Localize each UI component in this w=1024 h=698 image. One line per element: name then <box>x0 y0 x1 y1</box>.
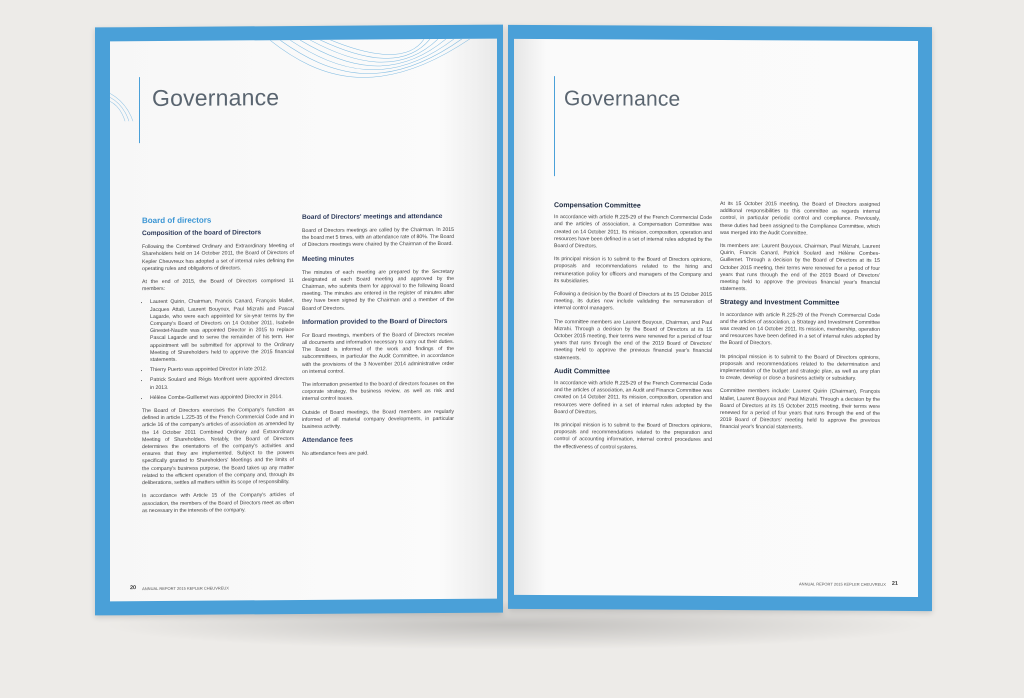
paragraph: No attendance fees are paid. <box>302 450 369 458</box>
footer-text: ANNUAL REPORT 2015 KEPLER CHEUVREUX <box>799 580 886 587</box>
list-item: • Thierry Puerto was appointed Director in late 2012. <box>150 366 294 374</box>
paragraph: At the end of 2015, the Board of Directors comprised 11 members: <box>142 278 294 293</box>
page-number: 20 <box>130 585 137 592</box>
subsection-heading: Information provided to the Board of Directors <box>302 317 448 326</box>
members-list <box>142 298 294 402</box>
left-title-rule <box>139 77 140 143</box>
paragraph: Following a decision by the Board of Directors at its 15 October 2015 meeting, its duties now include validating the remuneration of internal control managers. <box>554 291 713 312</box>
paragraph: The Board of Directors exercises the Company's function as defined in article L.225-35 of the French Commercial Code and in article 16 of the company's articles of association as amended by the 14 October 2011 Combined Ordinary and Extraordinary Meeting of Shareholders. Notably, the Board of Directors determines the orientations of the company's activities and ensures that they are implemented. Subject to the powers specifically granted to Shareholders' Meetings and the limits of the company's business purpose, the Board takes up any matter related to the efficient operation of the company and, through its deliberations, settles all matters within its scope of responsibility. <box>142 407 294 487</box>
section-heading: Board of directors <box>142 215 212 226</box>
footer-text: ANNUAL REPORT 2015 KEPLER CHEUVREUX <box>142 584 229 591</box>
right-column-2 <box>720 201 880 439</box>
subsection-heading: Attendance fees <box>302 436 353 445</box>
page-title: Governance <box>152 84 280 112</box>
right-page <box>508 25 932 611</box>
page-number: 21 <box>891 580 898 587</box>
page-title: Governance <box>564 87 681 111</box>
right-column-1 <box>554 202 712 458</box>
paragraph: Outside of Board meetings, the Board members are regularly informed of all material company developments, in particular business activity. <box>302 408 454 431</box>
paragraph: For Board meetings, members of the Board of Directors receive all documents and information necessary to carry out their duties. The Board is informed of the work and findings of the subcommittees, in particular the Audit Committee, in accordance with the provisions of the 3 November 2014 administrative order on internal control. <box>302 331 454 375</box>
paragraph: Its principal mission is to submit to the Board of Directors opinions, proposals and recommendations related to the preparation and control of accounting information, internal control procedures and the effectiveness of control systems. <box>554 422 712 451</box>
left-page <box>95 25 503 616</box>
left-footer <box>130 584 229 591</box>
right-footer <box>799 580 898 587</box>
paragraph: In accordance with article R.225-29 of the French Commercial Code and the articles of association, a Strategy and Investment Committee was created on 14 October 2011. Its mission, membership, operation and resources have been defined in a set of internal rules adopted by the Board of Directors. <box>720 311 880 347</box>
subsection-heading: Compensation Committee <box>554 202 641 210</box>
subsection-heading: Audit Committee <box>554 367 610 376</box>
sub-heading: Composition of the board of Directors <box>142 229 262 238</box>
paragraph: In accordance with article R.225-29 of the French Commercial Code and the articles of association, an Audit and Finance Committee was created on 14 October 2011. Its mission, composition, operation and resources were defined in a set of internal rules adopted by the Board of Directors. <box>554 380 712 416</box>
list-item: • Patrick Soulard and Régis Monfront were appointed directors in 2013. <box>150 376 294 391</box>
subsection-heading: Meeting minutes <box>302 255 355 263</box>
paragraph: Following the Combined Ordinary and Extraordinary Meeting of Shareholders held on 14 October 2011, the Board of Directors of Kepler Cheuvreux has adopted a set of internal rules defining the operating rules and obligations of directors. <box>142 243 294 272</box>
right-title-rule <box>554 76 555 176</box>
subsection-heading: Board of Directors' meetings and attendance <box>302 212 443 221</box>
paragraph: The information presented to the board of directors focuses on the corporate strategy, the business review, as well as risk and internal control issues. <box>302 380 454 403</box>
paragraph: The committee members are Laurent Bouyoux, Chairman, and Paul Mizrahi. Through a decision by the Board of Directors at its 15 October 2015 meeting, their terms were renewed for a period of four years that runs through the end of the 2019 Board of Directors' meeting held to approve the previous financial year's financial statements. <box>554 318 712 361</box>
paragraph: Its principal mission is to submit to the Board of Directors opinions, proposals and recommendations related to the determination and implementation of the budget and strategic plan, as well as any plan to create, develop or close a business activity or subsidiary. <box>720 353 880 382</box>
list-item: • Hélène Combe-Guillemet was appointed Director in 2014. <box>150 394 294 402</box>
paragraph: At its 15 October 2015 meeting, the Board of Directors assigned additional responsibilities to this committee as regards internal control, in particular periodic control and compliance. Previously, these duties had been assigned to the Compliance Committee, which was merged into the Audit Committee. <box>720 201 880 237</box>
paragraph: Committee members include: Laurent Quirin (Chairman), François Mallet, Laurent Bouyoux and Paul Mizrahi. Through a decision by the Board of Directors at its 15 October 2015 meeting, their terms were renewed for a period of four years that runs through the end of the 2019 Board of Directors' meeting held to approve the previous financial year's financial statements. <box>720 388 880 431</box>
right-page-sheet <box>514 39 918 597</box>
left-column-1 <box>142 216 294 521</box>
paragraph: Its members are: Laurent Bouyoux, Chairman, Paul Mizrahi, Laurent Quirin, Francis Canard, Patrick Soulard and Hélène Combes-Guillemet. Through a decision by the Board of Directors at its 15 October 2015 meeting, their terms were renewed for a period of four years that runs through the end of the 2019 Board of Directors' meeting held to approve the previous financial year's financial statements. <box>720 243 880 293</box>
list-item: • Laurent Quirin, Chairman, Francis Canard, François Mallet, Jacques Attali, Laurent Bouyoux, Paul Mizrahi and Pascal Lagarde, who were each appointed for six-year terms by the Company's Board of Directors on 14 October 2011, Isabelle Ginestet-Naudin was appointed Director in 2015 to replace Pascal Lagarde and to serve the remainder of his term. Her appointment will be submitted for approval to the Ordinary Meeting of Shareholders held to approve the 2015 financial statements. <box>150 298 294 364</box>
paragraph: The minutes of each meeting are prepared by the Secretary designated at each Board meeting and approved by the Chairman, who submits them for approval to the following Board meeting. The minutes are entered in the register of minutes after they have been signed by the Chairman and a member of the Board of Directors. <box>302 268 454 312</box>
left-page-sheet <box>110 39 497 602</box>
paragraph: Board of Directors meetings are called by the Chairman. In 2015 the board met 5 times, with an attendance rate of 80%. The Board of Directors meetings were chaired by the Chairman of the Board. <box>302 226 454 249</box>
paragraph: Its principal mission is to submit to the Board of Directors opinions, proposals and recommendations related to the hiring and remuneration policy for officers and managers of the Company and its subsidiaries. <box>554 256 712 285</box>
left-column-2 <box>302 213 454 465</box>
subsection-heading: Strategy and Investment Committee <box>720 299 840 308</box>
paragraph: In accordance with Article 15 of the Company's articles of association, the members of the Board of Directors meet as often as necessary in the interests of the company. <box>142 492 294 514</box>
paragraph: In accordance with article R.225-29 of the French Commercial Code and the articles of association, a Compensation Committee was created on 14 October 2011. Its mission, composition, operation and resources have been defined in a set of internal rules adopted by the Board of Directors. <box>554 214 712 250</box>
